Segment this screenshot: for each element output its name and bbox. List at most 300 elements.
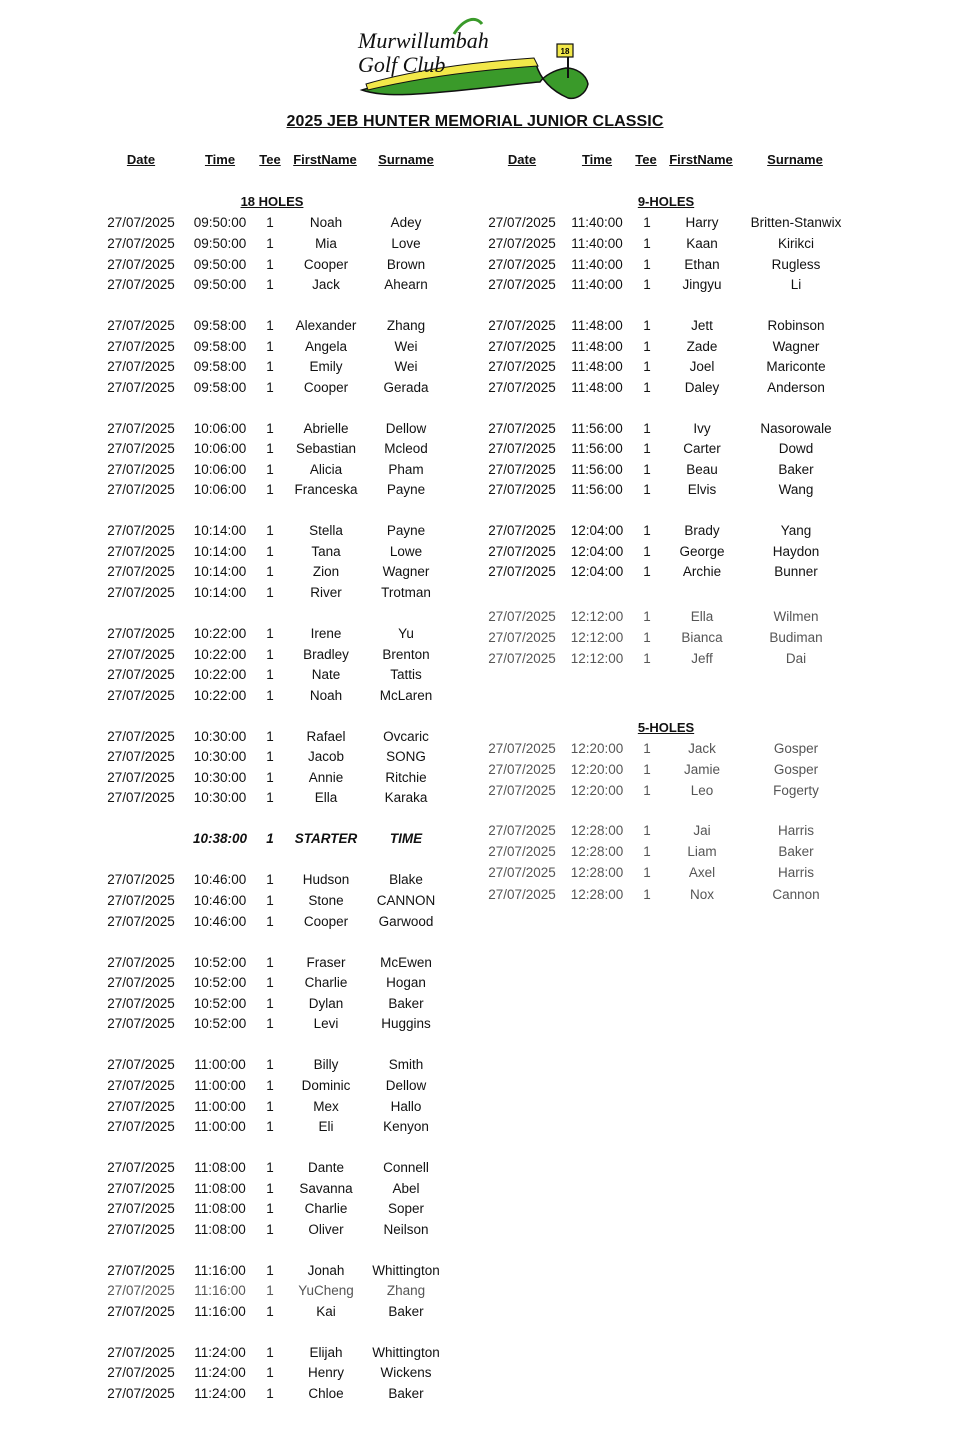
cell-date: 27/07/2025 — [107, 523, 175, 538]
cell-first-name: Cooper — [303, 914, 349, 929]
cell-date: 27/07/2025 — [107, 1263, 175, 1278]
cell-tee: 1 — [266, 729, 274, 744]
cell-first-name: Daley — [684, 380, 720, 395]
cell-tee: 1 — [643, 630, 651, 645]
cell-time: 11:56:00 — [571, 482, 623, 497]
cell-first-name: Oliver — [308, 1222, 344, 1237]
cell-time: 11:56:00 — [571, 462, 623, 477]
cell-time: 10:46:00 — [193, 893, 247, 908]
cell-surname: Ovcaric — [383, 729, 429, 744]
cell-surname: Dowd — [778, 441, 814, 456]
cell-first-name: Jeff — [691, 651, 713, 666]
cell-time: 11:08:00 — [194, 1201, 246, 1216]
cell-surname: Wagner — [382, 564, 430, 579]
cell-date: 27/07/2025 — [107, 318, 175, 333]
table-row — [0, 214, 968, 232]
cell-date: 27/07/2025 — [107, 544, 175, 559]
cell-tee: 1 — [266, 462, 274, 477]
header-date-left: Date — [126, 152, 156, 167]
cell-surname: Whittington — [372, 1345, 440, 1360]
cell-first-name: Mex — [313, 1099, 339, 1114]
section-5-holes: 5-HOLES — [637, 720, 695, 735]
logo-line1: Murwillumbah — [358, 28, 489, 53]
cell-time: 11:48:00 — [571, 318, 623, 333]
cell-surname: Hallo — [390, 1099, 422, 1114]
cell-date: 27/07/2025 — [107, 1078, 175, 1093]
table-row — [0, 1221, 968, 1239]
cell-first-name: Eli — [318, 1119, 334, 1134]
cell-time: 10:52:00 — [193, 1016, 247, 1031]
cell-surname: Hogan — [386, 975, 426, 990]
cell-first-name: Jai — [693, 823, 711, 838]
cell-time: 10:14:00 — [193, 544, 247, 559]
cell-tee: 1 — [266, 975, 274, 990]
table-row — [0, 584, 968, 602]
cell-tee: 1 — [266, 1304, 274, 1319]
cell-tee: 1 — [266, 215, 274, 230]
cell-tee: 1 — [266, 688, 274, 703]
cell-first-name: George — [679, 544, 725, 559]
cell-surname: Trotman — [381, 585, 431, 600]
table-row — [0, 256, 968, 274]
cell-tee: 1 — [266, 1263, 274, 1278]
cell-tee: 1 — [266, 626, 274, 641]
logo-flag-number: 18 — [560, 47, 570, 56]
table-row — [0, 481, 968, 499]
cell-tee: 1 — [266, 421, 274, 436]
cell-date: 27/07/2025 — [107, 1057, 175, 1072]
cell-date: 27/07/2025 — [488, 783, 556, 798]
header-firstname-right: FirstName — [669, 152, 733, 167]
cell-tee: 1 — [266, 1119, 274, 1134]
table-row — [0, 522, 968, 540]
table-row — [0, 913, 968, 931]
cell-date: 27/07/2025 — [488, 318, 556, 333]
cell-tee: 1 — [266, 1386, 274, 1401]
cell-surname: Pham — [388, 462, 424, 477]
cell-tee: 1 — [266, 277, 274, 292]
cell-tee: 1 — [266, 1016, 274, 1031]
cell-first-name: Jonah — [307, 1263, 345, 1278]
table-row — [0, 629, 968, 647]
cell-date: 27/07/2025 — [107, 688, 175, 703]
table-row — [0, 543, 968, 561]
cell-tee: 1 — [643, 887, 651, 902]
cell-surname: Wilmen — [773, 609, 819, 624]
cell-time: 10:14:00 — [193, 523, 247, 538]
table-row — [0, 886, 968, 904]
cell-first-name: Jingyu — [682, 277, 722, 292]
cell-surname: Budiman — [769, 630, 823, 645]
cell-tee: 1 — [266, 482, 274, 497]
cell-first-name: STARTER — [294, 831, 358, 846]
cell-first-name: Alicia — [309, 462, 343, 477]
cell-time: 11:24:00 — [194, 1386, 246, 1401]
cell-surname: Gosper — [773, 741, 819, 756]
header-time-left: Time — [204, 152, 236, 167]
table-row — [0, 1364, 968, 1382]
cell-tee: 1 — [266, 749, 274, 764]
cell-date: 27/07/2025 — [488, 215, 556, 230]
cell-date: 27/07/2025 — [488, 762, 556, 777]
cell-surname: Dellow — [385, 421, 427, 436]
table-row — [0, 1056, 968, 1074]
cell-first-name: Carter — [683, 441, 721, 456]
cell-time: 09:50:00 — [193, 236, 247, 251]
cell-time: 09:50:00 — [193, 215, 247, 230]
cell-time: 11:48:00 — [571, 359, 623, 374]
cell-surname: Li — [790, 277, 802, 292]
cell-surname: Fogerty — [773, 783, 819, 798]
cell-time: 11:16:00 — [194, 1263, 246, 1278]
cell-time: 11:56:00 — [571, 441, 623, 456]
cell-date: 27/07/2025 — [107, 1365, 175, 1380]
cell-tee: 1 — [266, 955, 274, 970]
table-row — [0, 608, 968, 626]
cell-tee: 1 — [266, 667, 274, 682]
cell-first-name: Angela — [304, 339, 348, 354]
cell-date: 27/07/2025 — [107, 626, 175, 641]
cell-surname: Dellow — [385, 1078, 427, 1093]
header-date-right: Date — [507, 152, 537, 167]
cell-tee: 1 — [643, 339, 651, 354]
cell-first-name: Hudson — [302, 872, 350, 887]
cell-date: 27/07/2025 — [107, 585, 175, 600]
cell-first-name: Charlie — [304, 975, 348, 990]
header-firstname-left: FirstName — [293, 152, 357, 167]
cell-date: 27/07/2025 — [107, 1222, 175, 1237]
cell-tee: 1 — [266, 647, 274, 662]
cell-date: 27/07/2025 — [488, 651, 556, 666]
cell-first-name: Ethan — [684, 257, 720, 272]
cell-time: 10:22:00 — [193, 688, 247, 703]
document-title: 2025 JEB HUNTER MEMORIAL JUNIOR CLASSIC — [286, 113, 664, 130]
cell-time: 09:58:00 — [193, 339, 247, 354]
cell-surname: Neilson — [383, 1222, 429, 1237]
cell-date: 27/07/2025 — [107, 1181, 175, 1196]
table-row — [0, 687, 968, 705]
cell-date: 27/07/2025 — [107, 564, 175, 579]
cell-tee: 1 — [266, 1057, 274, 1072]
cell-surname: Harris — [778, 823, 814, 838]
section-18-holes: 18 HOLES — [240, 194, 304, 209]
cell-time: 12:28:00 — [570, 823, 624, 838]
cell-date: 27/07/2025 — [488, 421, 556, 436]
cell-first-name: Harry — [685, 215, 719, 230]
cell-surname: Baker — [778, 844, 814, 859]
cell-first-name: Tana — [311, 544, 341, 559]
table-row — [0, 358, 968, 376]
cell-time: 12:04:00 — [570, 564, 624, 579]
cell-time: 11:40:00 — [571, 215, 623, 230]
header-surname-left: Surname — [378, 152, 434, 167]
cell-tee: 1 — [266, 1365, 274, 1380]
cell-date: 27/07/2025 — [488, 482, 556, 497]
cell-surname: Smith — [388, 1057, 424, 1072]
cell-time: 10:52:00 — [193, 955, 247, 970]
cell-surname: Baker — [388, 1386, 424, 1401]
cell-time: 11:00:00 — [194, 1119, 246, 1134]
table-row — [0, 1344, 968, 1362]
cell-tee: 1 — [266, 339, 274, 354]
cell-surname: Robinson — [767, 318, 825, 333]
cell-tee: 1 — [266, 914, 274, 929]
cell-first-name: Noah — [309, 688, 343, 703]
table-row — [0, 338, 968, 356]
cell-first-name: Bradley — [303, 647, 349, 662]
cell-surname: Harris — [778, 865, 814, 880]
table-row — [0, 276, 968, 294]
cell-date: 27/07/2025 — [107, 872, 175, 887]
cell-tee: 1 — [643, 564, 651, 579]
cell-tee: 1 — [266, 1201, 274, 1216]
cell-first-name: Bianca — [681, 630, 723, 645]
cell-date: 27/07/2025 — [107, 893, 175, 908]
cell-time: 11:48:00 — [571, 380, 623, 395]
cell-time: 11:08:00 — [194, 1160, 246, 1175]
cell-date: 27/07/2025 — [107, 421, 175, 436]
cell-first-name: Elijah — [309, 1345, 343, 1360]
cell-first-name: Jack — [312, 277, 340, 292]
club-logo — [354, 12, 594, 104]
cell-date: 27/07/2025 — [107, 277, 175, 292]
cell-time: 09:58:00 — [193, 359, 247, 374]
cell-surname: Brown — [386, 257, 426, 272]
cell-surname: Brenton — [382, 647, 430, 662]
cell-surname: Cannon — [772, 887, 820, 902]
cell-time: 12:28:00 — [570, 887, 624, 902]
cell-surname: McEwen — [380, 955, 432, 970]
cell-tee: 1 — [266, 544, 274, 559]
cell-first-name: Alexander — [295, 318, 357, 333]
cell-date: 27/07/2025 — [488, 544, 556, 559]
cell-surname: Payne — [386, 523, 426, 538]
cell-time: 10:22:00 — [193, 667, 247, 682]
cell-time: 10:06:00 — [193, 482, 247, 497]
cell-date: 27/07/2025 — [488, 523, 556, 538]
cell-date: 27/07/2025 — [107, 647, 175, 662]
cell-tee: 1 — [266, 318, 274, 333]
cell-first-name: Ella — [690, 609, 714, 624]
cell-first-name: Zion — [312, 564, 340, 579]
cell-time: 11:16:00 — [194, 1304, 246, 1319]
cell-tee: 1 — [266, 831, 274, 846]
cell-tee: 1 — [643, 462, 651, 477]
cell-tee: 1 — [266, 1181, 274, 1196]
cell-date: 27/07/2025 — [488, 630, 556, 645]
cell-tee: 1 — [643, 651, 651, 666]
cell-first-name: Jacob — [307, 749, 345, 764]
cell-surname: Karaka — [384, 790, 428, 805]
cell-tee: 1 — [643, 482, 651, 497]
cell-first-name: Mia — [315, 236, 337, 251]
cell-date: 27/07/2025 — [488, 844, 556, 859]
cell-surname: Bunner — [774, 564, 818, 579]
cell-surname: Dai — [785, 651, 807, 666]
cell-date: 27/07/2025 — [107, 1345, 175, 1360]
cell-time: 12:20:00 — [570, 741, 624, 756]
cell-first-name: YuCheng — [298, 1283, 354, 1298]
cell-date: 27/07/2025 — [107, 257, 175, 272]
cell-time: 10:30:00 — [193, 770, 247, 785]
table-row — [0, 440, 968, 458]
cell-tee: 1 — [643, 844, 651, 859]
cell-time: 11:40:00 — [571, 257, 623, 272]
cell-surname: Ritchie — [385, 770, 427, 785]
cell-tee: 1 — [266, 1160, 274, 1175]
cell-date: 27/07/2025 — [107, 770, 175, 785]
cell-surname: Tattis — [390, 667, 422, 682]
cell-date: 27/07/2025 — [488, 359, 556, 374]
cell-first-name: Kaan — [686, 236, 718, 251]
cell-first-name: Ivy — [693, 421, 711, 436]
cell-date: 27/07/2025 — [107, 1099, 175, 1114]
cell-time: 10:06:00 — [193, 421, 247, 436]
cell-first-name: River — [310, 585, 342, 600]
cell-surname: Garwood — [378, 914, 434, 929]
cell-surname: Wickens — [380, 1365, 432, 1380]
table-row — [0, 1180, 968, 1198]
cell-date: 27/07/2025 — [107, 667, 175, 682]
cell-surname: Payne — [386, 482, 426, 497]
cell-date: 27/07/2025 — [107, 1160, 175, 1175]
cell-time: 12:20:00 — [570, 783, 624, 798]
cell-surname: McLaren — [379, 688, 433, 703]
cell-date: 27/07/2025 — [107, 236, 175, 251]
cell-time: 11:08:00 — [194, 1222, 246, 1237]
cell-first-name: Dominic — [301, 1078, 351, 1093]
cell-date: 27/07/2025 — [107, 339, 175, 354]
cell-tee: 1 — [266, 441, 274, 456]
table-row — [0, 864, 968, 882]
cell-first-name: Fraser — [306, 955, 346, 970]
cell-time: 10:46:00 — [193, 914, 247, 929]
cell-first-name: Dylan — [308, 996, 344, 1011]
cell-time: 10:22:00 — [193, 647, 247, 662]
cell-surname: Mcleod — [384, 441, 428, 456]
cell-time: 09:50:00 — [193, 277, 247, 292]
cell-first-name: Cooper — [303, 257, 349, 272]
cell-tee: 1 — [266, 893, 274, 908]
cell-tee: 1 — [266, 872, 274, 887]
cell-surname: Wang — [778, 482, 814, 497]
cell-surname: Ahearn — [384, 277, 428, 292]
table-row — [0, 1385, 968, 1403]
table-row — [0, 843, 968, 861]
cell-date: 27/07/2025 — [107, 975, 175, 990]
cell-surname: Connell — [383, 1160, 429, 1175]
table-row — [0, 1303, 968, 1321]
table-row — [0, 235, 968, 253]
cell-time: 11:00:00 — [194, 1078, 246, 1093]
cell-date: 27/07/2025 — [488, 277, 556, 292]
cell-time: 11:40:00 — [571, 236, 623, 251]
cell-date: 27/07/2025 — [488, 339, 556, 354]
cell-tee: 1 — [266, 236, 274, 251]
cell-surname: Gerada — [383, 380, 429, 395]
table-row — [0, 379, 968, 397]
cell-tee: 1 — [643, 823, 651, 838]
cell-surname: Anderson — [767, 380, 825, 395]
cell-time: 09:58:00 — [193, 380, 247, 395]
cell-date: 27/07/2025 — [107, 914, 175, 929]
cell-tee: 1 — [266, 790, 274, 805]
cell-first-name: Abrielle — [303, 421, 349, 436]
table-row — [0, 461, 968, 479]
cell-time: 10:14:00 — [193, 585, 247, 600]
cell-time: 10:30:00 — [193, 790, 247, 805]
cell-surname: Abel — [392, 1181, 420, 1196]
cell-tee: 1 — [266, 257, 274, 272]
cell-date: 27/07/2025 — [107, 482, 175, 497]
header-tee-left: Tee — [259, 152, 281, 167]
cell-time: 10:30:00 — [193, 729, 247, 744]
cell-date: 27/07/2025 — [107, 996, 175, 1011]
cell-time: 11:56:00 — [571, 421, 623, 436]
cell-surname: Yang — [780, 523, 812, 538]
cell-tee: 1 — [266, 1099, 274, 1114]
cell-tee: 1 — [643, 421, 651, 436]
cell-first-name: Zade — [686, 339, 718, 354]
cell-time: 10:14:00 — [193, 564, 247, 579]
table-row — [0, 1118, 968, 1136]
cell-first-name: Henry — [307, 1365, 344, 1380]
cell-surname: Huggins — [381, 1016, 431, 1031]
cell-tee: 1 — [643, 762, 651, 777]
cell-first-name: Jack — [688, 741, 716, 756]
section-9-holes: 9-HOLES — [637, 194, 695, 209]
cell-time: 12:12:00 — [570, 630, 624, 645]
cell-surname: Baker — [388, 996, 424, 1011]
cell-surname: Soper — [387, 1201, 425, 1216]
table-row — [0, 650, 968, 668]
cell-surname: Wei — [394, 359, 418, 374]
cell-time: 10:06:00 — [193, 462, 247, 477]
cell-first-name: Charlie — [304, 1201, 348, 1216]
cell-first-name: Brady — [684, 523, 720, 538]
cell-first-name: Joel — [689, 359, 715, 374]
table-row — [0, 954, 968, 972]
cell-time: 09:58:00 — [193, 318, 247, 333]
cell-tee: 1 — [266, 1078, 274, 1093]
cell-surname: Nasorowale — [760, 421, 832, 436]
cell-surname: Mariconte — [766, 359, 826, 374]
cell-time: 11:16:00 — [194, 1283, 246, 1298]
cell-tee: 1 — [643, 523, 651, 538]
cell-date: 27/07/2025 — [488, 441, 556, 456]
cell-time: 09:50:00 — [193, 257, 247, 272]
cell-time: 12:28:00 — [570, 844, 624, 859]
cell-date: 27/07/2025 — [107, 1201, 175, 1216]
cell-surname: SONG — [386, 749, 426, 764]
cell-date: 27/07/2025 — [488, 380, 556, 395]
cell-first-name: Nox — [689, 887, 714, 902]
table-row — [0, 761, 968, 779]
cell-surname: Yu — [398, 626, 414, 641]
cell-date: 27/07/2025 — [488, 564, 556, 579]
cell-tee: 1 — [266, 359, 274, 374]
cell-surname: Rugless — [771, 257, 821, 272]
cell-first-name: Jett — [691, 318, 713, 333]
header-tee-right: Tee — [635, 152, 657, 167]
cell-date: 27/07/2025 — [488, 462, 556, 477]
cell-tee: 1 — [643, 783, 651, 798]
cell-date: 27/07/2025 — [107, 1016, 175, 1031]
header-time-right: Time — [581, 152, 613, 167]
cell-first-name: Archie — [682, 564, 722, 579]
cell-date: 27/07/2025 — [107, 215, 175, 230]
cell-tee: 1 — [266, 523, 274, 538]
